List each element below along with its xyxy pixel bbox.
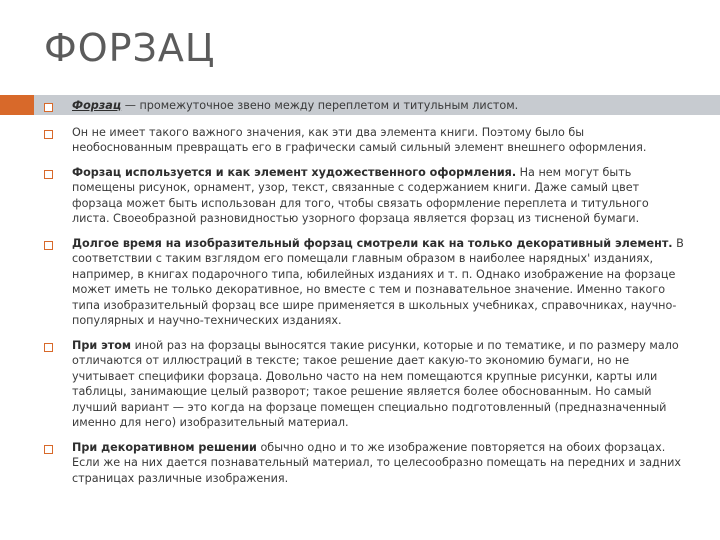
slide-title: ФОРЗАЦ — [44, 26, 216, 70]
list-item-text — [72, 165, 684, 227]
list-item — [44, 440, 684, 487]
list-item — [44, 165, 684, 227]
item-rest: В соответствии с таким взглядом его помещали главным образом в наиболее нарядных' изданиях, например, в книгах подарочного типа, юбилейных изданиях и т. п. Однако изображение на форзаце может иметь не только декоративное, но вместе с тем и познавательное значение. Именно такого типа изобразительный форзац все шире применяется в школьных учебниках, справочниках, научно-популярных и научно-технических изданиях. — [72, 236, 684, 327]
square-bullet-icon — [44, 241, 53, 250]
item-rest: На нем могут быть помещены рисунок, орнамент, узор, текст, связанные с содержанием книги. Даже самый цвет форзаца может быть использован для того, чтобы связать оформление переплета и титульного листа. Своеобразной разновидностью узорного форзаца является форзац из тисненой бумаги. — [72, 165, 649, 225]
item-lead: Долгое время на изобразительный форзац смотрели как на только декоративный элемент. — [72, 236, 673, 250]
term-forzac: Форзац — [72, 99, 122, 112]
square-bullet-icon — [44, 170, 53, 179]
list-item-text: Он не имеет такого важного значения, как эти два элемента книги. Поэтому было бы необоснованным превращать его в графически самый сильный элемент внешнего оформления. — [72, 125, 647, 154]
accent-band — [0, 95, 34, 115]
list-item — [44, 338, 684, 431]
square-bullet-icon — [44, 343, 53, 352]
square-bullet-icon — [44, 445, 53, 454]
list-item-text — [72, 338, 684, 431]
square-bullet-icon — [44, 130, 53, 139]
item-lead: Форзац используется и как элемент художественного оформления. — [72, 165, 517, 179]
list-item — [44, 125, 684, 156]
list-item-text — [72, 98, 684, 114]
item-lead: При декоративном решении — [72, 440, 257, 454]
list-item-text — [72, 440, 684, 487]
bullet-list — [44, 98, 684, 486]
list-item — [44, 98, 684, 114]
item-rest: обычно одно и то же изображение повторяется на обоих форзацах. Если же на них дается познавательный материал, то целесообразно помещать на передних и задних страницах различные изображения. — [72, 440, 681, 485]
list-item-text — [72, 236, 684, 329]
square-bullet-icon — [44, 103, 53, 112]
item-lead: При этом — [72, 338, 132, 352]
list-item — [44, 236, 684, 329]
item-rest: иной раз на форзацы выносятся такие рисунки, которые и по тематике, и по размеру мало отличаются от иллюстраций в тексте; такое решение дает какую-то экономию бумаги, но не учитывает специфики форзаца. Довольно часто на нем помещаются крупные рисунки, карты или таблицы, занимающие целый разворот; такое решение является более обоснованным. Но самый лучший вариант — это когда на форзаце помещен специально подготовленный (предназначенный именно для него) изобразительный материал. — [72, 338, 679, 429]
item-rest: — промежуточное звено между переплетом и титульным листом. — [121, 99, 519, 112]
